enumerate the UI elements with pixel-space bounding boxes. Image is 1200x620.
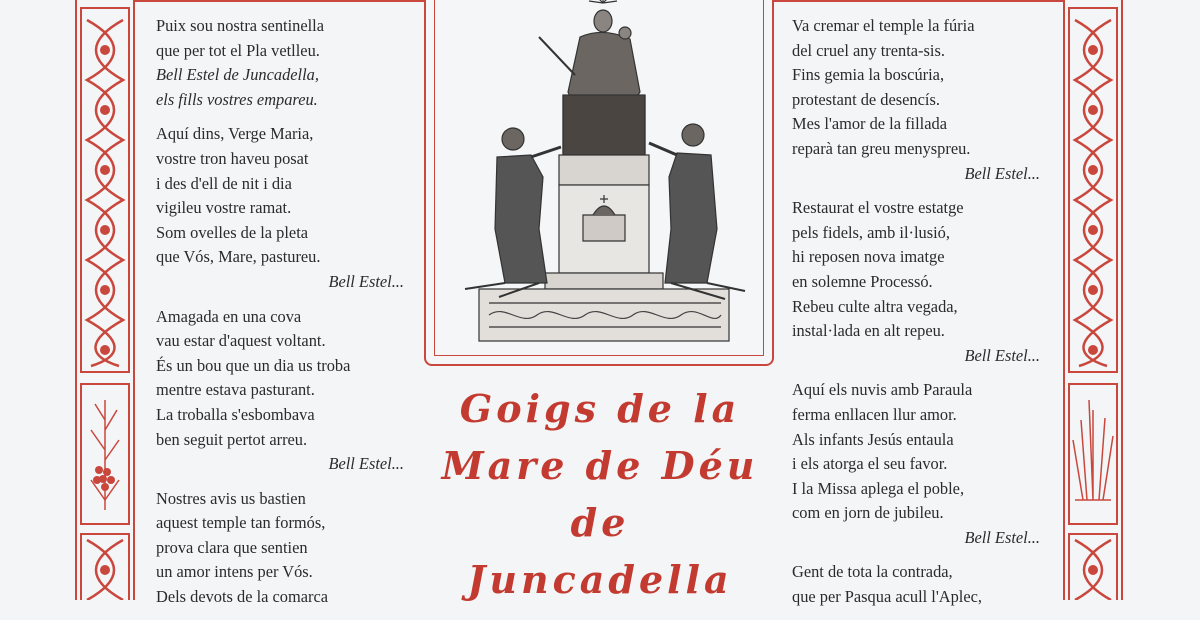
left-ornamental-border: [75, 0, 135, 600]
verse-line: És un bou que un dia us troba: [156, 355, 351, 375]
verse-line: Dels devots de la comarca: [156, 587, 329, 607]
verse-line: instal·lada en alt repeu.: [792, 321, 945, 341]
goigs-title: [430, 380, 770, 608]
verse-line: Va cremar el temple la fúria: [792, 16, 975, 35]
title-line: Goigs de la: [459, 386, 741, 431]
refrain-reference: Bell Estel...: [964, 345, 1040, 365]
stanza: [156, 487, 416, 610]
illustration-inner-frame: [434, 0, 764, 356]
left-verse-column: [156, 14, 416, 620]
verse-line: Aquí dins, Verge Maria,: [156, 124, 314, 144]
verse-line: que Vós, Mare, pastureu.: [156, 247, 321, 267]
verse-line: prova clara que sentien: [156, 537, 308, 557]
stanza: [156, 14, 416, 112]
refrain-line: Bell Estel de Juncadella,: [156, 65, 319, 85]
verse-line: Rebeu culte altra vegada,: [792, 296, 958, 316]
verse-line: Som ovelles de la pleta: [156, 222, 309, 242]
refrain-reference: Bell Estel...: [328, 454, 404, 474]
illustration-frame: [424, 0, 774, 366]
verse-line: que per tot el Pla vetlleu.: [156, 40, 320, 60]
top-rule: [774, 0, 1064, 2]
verse-line: aquest temple tan formós,: [156, 513, 326, 533]
title-line: Mare de Déu: [441, 443, 759, 488]
right-verse-column: [792, 14, 1052, 620]
virgin-statue-illustration: [435, 0, 765, 359]
verse-line: i els atorga el seu favor.: [792, 454, 948, 474]
verse-line: reparà tan greu menyspreu.: [792, 138, 971, 158]
top-rule: [135, 0, 425, 2]
verse-line: Als infants Jesús entaula: [792, 429, 954, 449]
refrain-reference: Bell Estel...: [964, 527, 1040, 547]
verse-line: Nostres avis us bastien: [156, 488, 306, 508]
verse-line: hi reposen nova imatge: [792, 247, 945, 267]
title-line: Juncadella: [467, 557, 733, 602]
stanza: [792, 378, 1052, 550]
refrain-line: els fills vostres empareu.: [156, 89, 318, 109]
verse-line: ferma enllacen llur amor.: [792, 404, 957, 424]
verse-line: La troballa s'esbombava: [156, 404, 315, 424]
verse-line: Puix sou nostra sentinella: [156, 16, 324, 35]
verse-line: que per Pasqua acull l'Aplec,: [792, 587, 983, 607]
verse-line: ben seguit pertot arreu.: [156, 429, 308, 449]
refrain-reference: Bell Estel...: [964, 163, 1040, 183]
stanza: [792, 14, 1052, 186]
verse-line: Mes l'amor de la fillada: [792, 114, 947, 134]
stanza: [792, 560, 1052, 609]
stanza: [792, 196, 1052, 368]
verse-line: vau estar d'aquest voltant.: [156, 331, 326, 351]
verse-line: Fins gemia la boscúria,: [792, 65, 945, 85]
verse-line: Amagada en una cova: [156, 306, 302, 326]
verse-line: I la Missa aplega el poble,: [792, 478, 965, 498]
stanza: [156, 305, 416, 477]
verse-line: i des d'ell de nit i dia: [156, 173, 292, 193]
verse-line: Gent de tota la contrada,: [792, 562, 953, 582]
verse-line: vigileu vostre ramat.: [156, 198, 292, 218]
verse-line: Aquí els nuvis amb Paraula: [792, 380, 973, 400]
verse-line: com en jorn de jubileu.: [792, 503, 944, 523]
title-line: de: [570, 500, 630, 545]
stanza: [156, 122, 416, 294]
right-ornamental-border: [1063, 0, 1123, 600]
refrain-reference: Bell Estel...: [328, 271, 404, 291]
verse-line: Restaurat el vostre estatge: [792, 198, 964, 218]
verse-line: mentre estava pasturant.: [156, 380, 315, 400]
verse-line: del cruel any trenta-sis.: [792, 40, 945, 60]
verse-line: protestant de desencís.: [792, 89, 940, 109]
verse-line: en solemne Processó.: [792, 271, 933, 291]
verse-line: pels fidels, amb il·lusió,: [792, 222, 950, 242]
verse-line: vostre tron haveu posat: [156, 148, 309, 168]
verse-line: un amor intens per Vós.: [156, 562, 313, 582]
